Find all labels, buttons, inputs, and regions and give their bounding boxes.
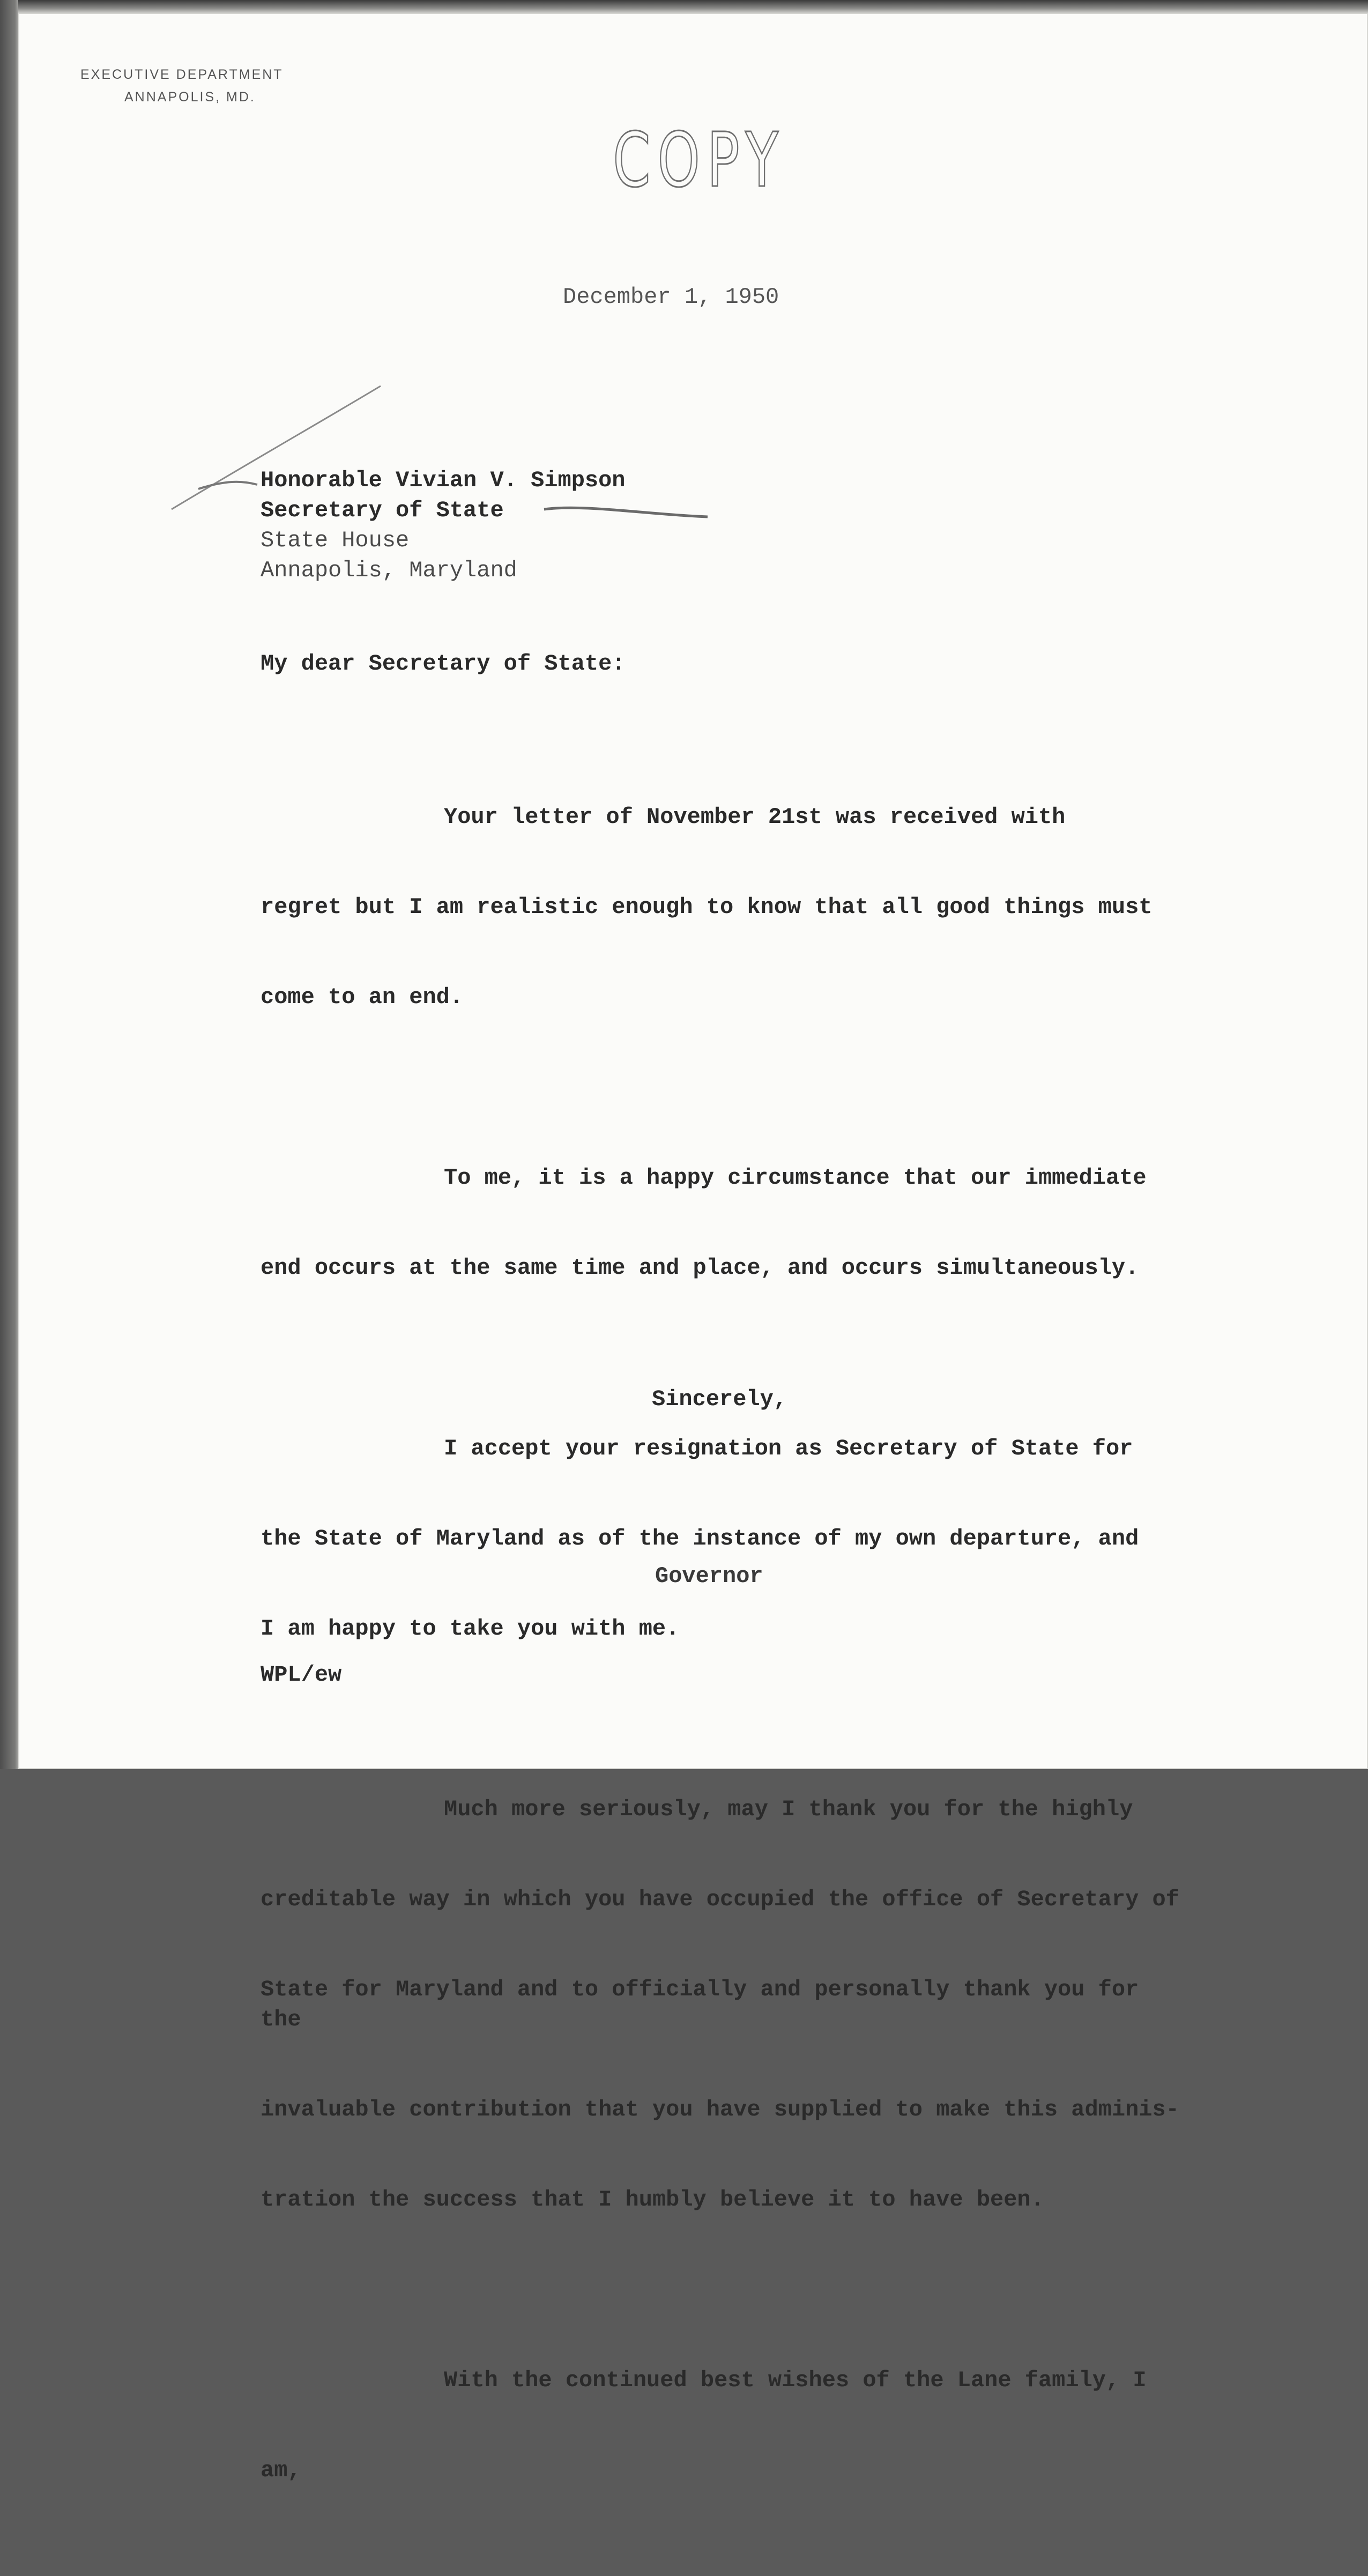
recipient-name: Honorable Vivian V. Simpson [261, 467, 626, 493]
paragraph-line: I am happy to take you with me. [261, 1616, 680, 1642]
paragraph-line: Your letter of November 21st was received with [444, 804, 1066, 830]
recipient-address [261, 465, 626, 585]
letterhead-department: EXECUTIVE DEPARTMENT [80, 67, 284, 82]
letterhead-city: ANNAPOLIS, MD. [124, 90, 256, 105]
paragraph-line: am, [261, 2458, 301, 2483]
paragraph-line: come to an end. [261, 984, 464, 1010]
typist-initials: WPL/ew [261, 1662, 342, 1688]
closing: Sincerely, [652, 1386, 787, 1412]
paragraph-line: Much more seriously, may I thank you for the highly [444, 1796, 1133, 1822]
paragraph-line: creditable way in which you have occupied the office of Secretary of [261, 1887, 1179, 1912]
paragraph-line: With the continued best wishes of the Lane family, I [444, 2367, 1147, 2393]
paragraph-line: I accept your resignation as Secretary of State for [444, 1436, 1133, 1461]
letter-date: December 1, 1950 [563, 284, 779, 310]
paragraph-line: State for Maryland and to officially and personally thank you for the [261, 1977, 1153, 2032]
paragraph-5 [261, 2305, 1183, 2545]
paragraph-line: To me, it is a happy circumstance that our immediate [444, 1165, 1147, 1191]
signature-title: Governor [655, 1563, 763, 1589]
salutation: My dear Secretary of State: [261, 651, 626, 677]
paragraph-2 [261, 1103, 1183, 1343]
paragraph-1 [261, 742, 1183, 1072]
letterhead [80, 63, 316, 108]
letter-body [261, 742, 1183, 2576]
paragraph-line: the State of Maryland as of the instance of my own departure, and [261, 1526, 1139, 1551]
paragraph-line: end occurs at the same time and place, and occurs simultaneously. [261, 1255, 1139, 1281]
recipient-city: Annapolis, Maryland [261, 558, 517, 583]
copy-stamp: COPY [613, 117, 785, 204]
paragraph-4 [261, 1734, 1183, 2275]
scan-top-edge [18, 0, 1368, 14]
recipient-building: State House [261, 528, 410, 553]
paragraph-line: invaluable contribution that you have supplied to make this adminis- [261, 2097, 1179, 2122]
recipient-title: Secretary of State [261, 498, 504, 523]
paragraph-3 [261, 1374, 1183, 1704]
paragraph-line: tration the success that I humbly believe it to have been. [261, 2187, 1044, 2213]
paragraph-line: regret but I am realistic enough to know that all good things must [261, 894, 1153, 920]
